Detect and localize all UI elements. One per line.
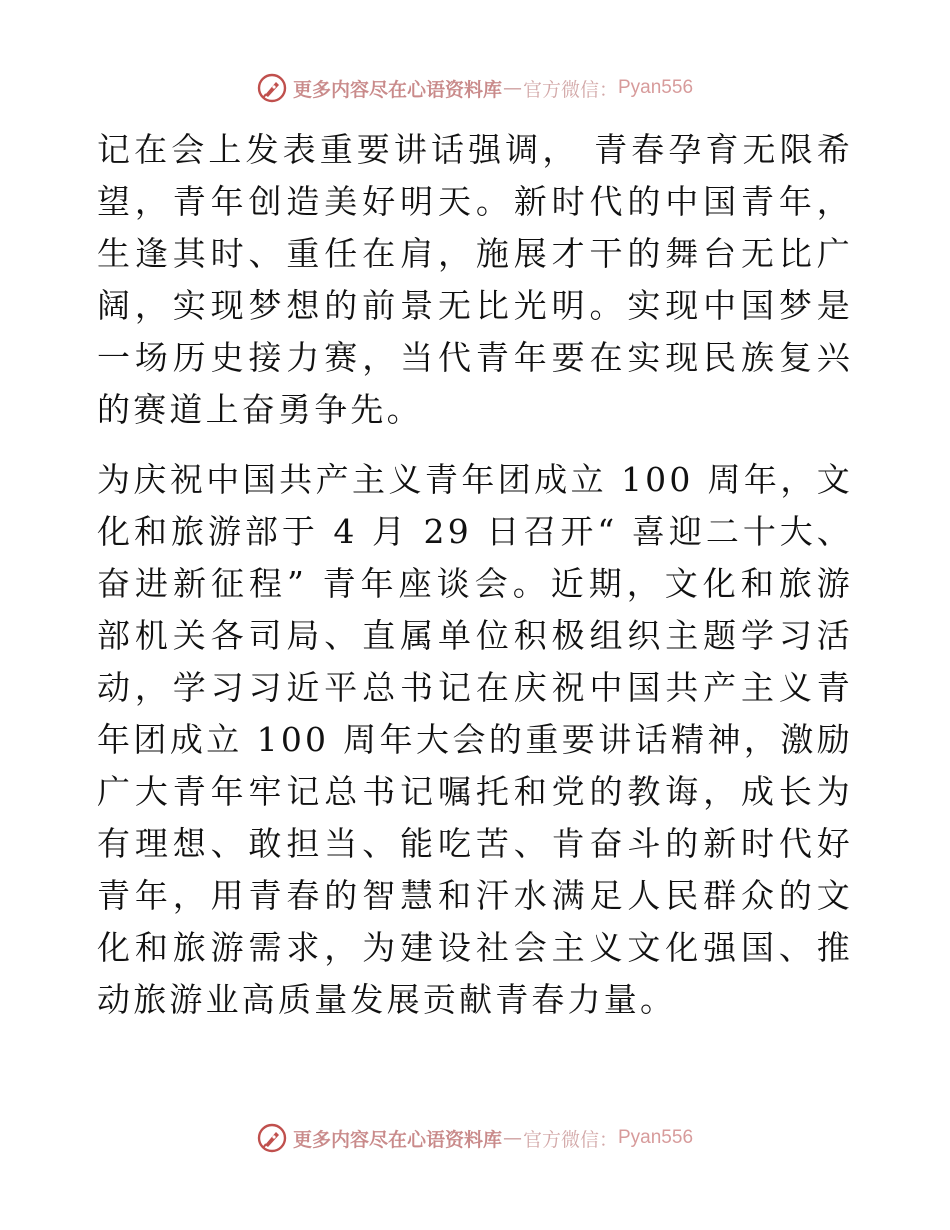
header-watermark — [0, 68, 950, 108]
pen-nib-circle-icon — [257, 1123, 287, 1153]
watermark-separator: — — [502, 77, 522, 99]
paragraph-1: 记在会上发表重要讲话强调， 青春孕育无限希望，青年创造美好明天。新时代的中国青年，生逢其时、重任在肩，施展才干的舞台无比广阔，实现梦想的前景无比光明。实现中国梦是一场历史接力赛，当代青年要在实现民族复兴的赛道上奋勇争先。 — [97, 130, 853, 429]
watermark-separator: — — [502, 1127, 522, 1149]
document-body — [97, 124, 853, 1026]
watermark-label: 官方微信： — [522, 1128, 618, 1151]
pen-nib-circle-icon — [257, 73, 287, 103]
watermark-wechat-id: Pyan556 — [618, 1127, 694, 1148]
watermark-wechat-id: Pyan556 — [618, 77, 694, 98]
watermark-site-name: 更多内容尽在心语资料库 — [292, 78, 502, 101]
watermark-label: 官方微信： — [522, 78, 618, 101]
paragraph-2: 为庆祝中国共产主义青年团成立 100 周年，文化和旅游部于 4 月 29 日召开“ 喜迎二十大、奋进新征程” 青年座谈会。近期，文化和旅游部机关各司局、直属单位积极组织主题学习活动，学习习近平总书记在庆祝中国共产主义青年团成立 100 周年大会的重要讲话精神，激励广大青年牢记总书记嘱托和党的教诲，成长为有理想、敢担当、能吃苦、肯奋斗的新时代好青年，用青春的智慧和汗水满足人民群众的文化和旅游需求，为建设社会主义文化强国、推动旅游业高质量发展贡献青春力量。 — [97, 460, 853, 1019]
watermark-site-name: 更多内容尽在心语资料库 — [292, 1128, 502, 1151]
footer-watermark — [0, 1118, 950, 1158]
